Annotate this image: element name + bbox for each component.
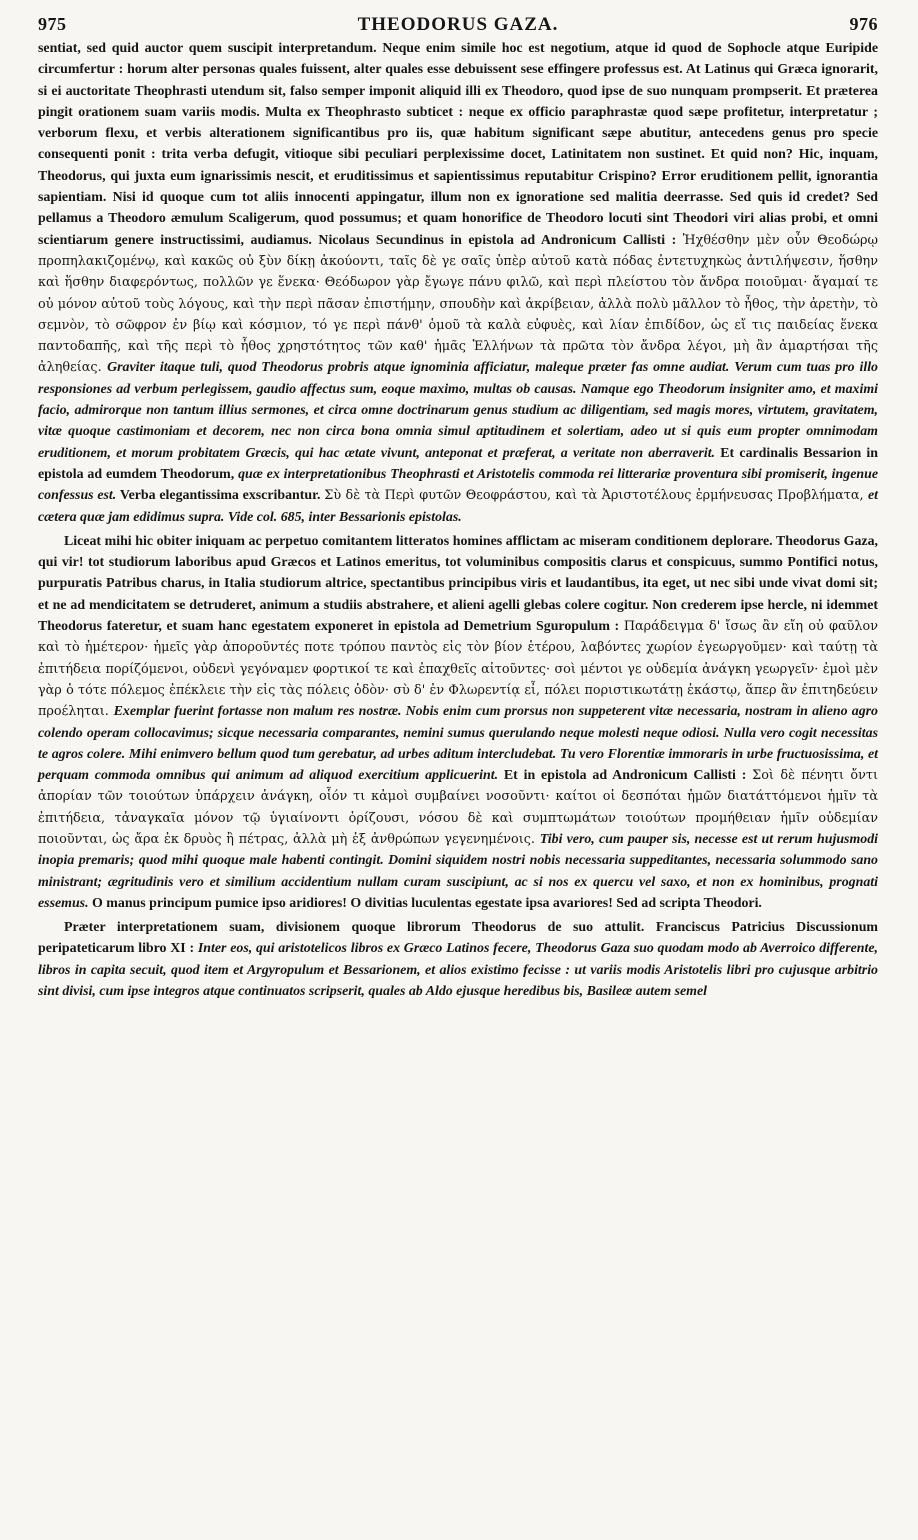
paragraph-divisio: [38, 917, 878, 1002]
running-title: THEODORUS GAZA.: [357, 14, 559, 35]
latin-text: Præter interpretationem suam, divisionem quoque librorum Theodorus de suo attulit. Franciscus Patricius Discussionum peripateticarum libro XI :: [38, 920, 878, 957]
greek-quotation: Σοὶ δὲ πένητι ὄντι ἀπορίαν τῶν τοιούτων ὑπάρχειν ἀνάγκη, οἷόν τι κἀμοὶ συμβαίνει νοσοῦντι· καίτοι οἱ δεσπόται ἡμῶν διατάττόμενοι ἡμῖν τὰ ἐπιτήδεια, τἀναγκαῖα μόνον τῷ ὑγιαίνοντι ὁρίζουσι, νόσου δὲ καὶ συμπτωμάτων τοιούτων προμήθειαν ἡμῖν οὐδεμίαν ποιοῦνται, ὡς ἄρα ἐκ δρυὸς ἢ πέτρας, ἀλλὰ μὴ ἐξ ἀνθρώπων γεγενημένοις.: [38, 768, 878, 847]
main-text: [38, 38, 878, 1002]
latin-quotation: Graviter itaque tuli, quod Theodorus probris atque ignominia afficiatur, maleque præter fas omne audiat. Verum cum tuas pro illo responsiones ad verbum perlegissem, gaudio affectus sum, eoque maximo, multas ob causas. Namque ego Theodorum insigniter amo, et maximi facio, admirorque non tantum illius sermones, et circa omne doctrinarum genus studium ac diligentiam, sed magis mores, virtutem, gravitatem, vitæ quoque castimoniam et decorem, nec non circa bona omnia simul aptitudinem et solertiam, adeo ut si quis eum propter omnimodam eruditionem, et morum probitatem Græcis, qui hac ætate vivunt, anteponat et præferat, a veritate non aberraverit.: [38, 360, 878, 461]
greek-quotation: Παράδειγμα δ' ἴσως ἂν εἴη οὐ φαῦλον καὶ τὸ ἡμέτερον· ἡμεῖς γὰρ ἀποροῦντές ποτε τρόπου παντὸς εἰς τὸν βίον ἑτέρου, λαβόντες χωρίον ἐγεωργοῦμεν· καὶ ταύτῃ τὰ ἐπιτήδεια πορίζόμενοι, οὐδενὶ γεγόναμεν φορτικοί τε καὶ ἐπαχθεῖς αἰτοῦντες· σοὶ μέντοι γε οὐδεμία ἀνάγκη γεωργεῖν· ἐμοὶ μὲν γὰρ ὁ τότε πόλεμος ἐπέκλειε τὴν εἰς τὰς πόλεις ὁδὸν· σὺ δ' ἐν Φλωρεντίᾳ εἶ, πόλει ποριστικωτάτῃ ἑκάστῳ, ἅπερ ἂν ἐπιτηδεύειν προέληται.: [38, 619, 878, 720]
paragraph-continuation: [38, 38, 878, 528]
column-number-right: 976: [849, 14, 878, 34]
greek-quotation: Σὺ δὲ τὰ Περὶ φυτῶν Θεοφράστου, καὶ τὰ Ἀριστοτέλους ἑρμήνευσας Προβλήματα,: [324, 488, 868, 504]
latin-text: Et cardinalis Bessarion in epistola ad eumdem Theodorum,: [38, 445, 878, 482]
paragraph-egestas: [38, 531, 878, 914]
latin-text: Et in epistola ad Andronicum Callisti :: [498, 768, 753, 784]
latin-quotation: et cætera quæ jam edidimus supra. Vide col. 685, inter Bessarionis epistolas.: [38, 488, 878, 525]
greek-quotation: Ἠχθέσθην μὲν οὖν Θεοδώρῳ προπηλακιζομένῳ, καὶ κακῶς οὐ ξὺν δίκῃ ἀκούοντι, ταῖς δὲ γε σαῖς ὑπὲρ αὐτοῦ κατὰ πόδας ἐντετυχηκὼς ἀντιλήψεσιν, ἥσθην καὶ ἥσθην διαφερόντως, πολλῶν γε ἕνεκα· Θεόδωρον γὰρ ἔγωγε πάνυ φιλῶ, καὶ περὶ πλείστου τὸν ἄνδρα ποιοῦμαι· ἄγαμαί τε οὐ μόνον αὐτοῦ τοὺς λόγους, καὶ τὴν περὶ πᾶσαν ἐπιστήμην, σπουδὴν καὶ ἀκρίβειαν, ἀλλὰ πολὺ μᾶλλον τὸ ἦθος, τὴν ἀρετὴν, τὸ σεμνὸν, τὸ σῶφρον ἐν βίῳ καὶ κόσμιον, τό γε περὶ πάνθ' ὁμοῦ τὰ καλὰ εὐφυὲς, καὶ λίαν ἐπιδίδον, ὡς εἴ τις παιδείας ἕνεκα παντοδαπῆς, καὶ τῆς περὶ τὸ ἦθος χρηστότητος τῶν καθ' ἡμᾶς Ἑλλήνων τὰ πρῶτα τὸν ἄνδρα λέγοι, μὴ ἂν ἁμαρτήσαι τῆς ἀληθείας.: [38, 232, 878, 376]
latin-text: Liceat mihi hic obiter iniquam ac perpetuo comitantem litteratos homines afflictam ac miseram conditionem deplorare. Theodorus Gaza, qui vir! tot studiorum laboribus apud Græcos et Latinos emeritus, tot voluminibus compositis clarus et conspicuus, summo Pontifici notus, purpuratis Patribus charus, in Italia studiorum altrice, spectantibus principibus viris et laudantibus, ita eget, ut nec sibi unde vivat domi sit; et ne ad mendicitatem se detruderet, animum a studiis abstrahere, et alieni agelli glebas colere cogitur. Non crederem ipse hercle, ni idemmet Theodorus fateretur, et suam hanc egestatem exponeret in epistola ad Demetrium Sguropulum :: [38, 533, 878, 635]
latin-quotation: Inter eos, qui aristotelicos libros ex Græco Latinos fecere, Theodorus Gaza suo quodam modo ab Averroico differente, libros in capita secuit, quod item et Argyropulum et Bessarionem, et alios existimo fecisse : ut variis modis Aristotelis libri pro cujusque arbitrio sint divisi, cum ipse integros atque continuatos scripserit, quales ab Aldo ejusque heredibus bis, Basileæ autem semel: [38, 941, 878, 1000]
latin-quotation: Tibi vero, cum pauper sis, necesse est ut rerum hujusmodi inopia premaris; quod mihi quoque male habenti contingit. Domini siquidem nostri nobis necessaria suppeditantes, necessaria solummodo sano ministrant; ægritudinis vero et similium accidentium nullam curam suscipiunt, ac si nos ex quercu vel saxo, et non ex hominibus, prognati essemus.: [38, 831, 878, 911]
latin-quotation: Exemplar fuerint fortasse non malum res nostræ. Nobis enim cum prorsus non suppeterent vitæ necessaria, nostram in alieno agro colendo operam collocavimus; sicque necessaria comparantes, nemini sumus querulando neque molesti neque odiosi. Nulla vero cogit necessitas te agros colere. Mihi enimvero bellum quod tum gerebatur, ad urbes aditum intercludebat. Tu vero Florentiæ immoraris in urbe fructuosissima, et perquam commoda omnibus qui animum ad aliquod exercitium applicuerint.: [38, 704, 878, 784]
latin-text: sentiat, sed quid auctor quem suscipit interpretandum. Neque enim simile hoc est negotium, atque id quod de Sophocle atque Euripide circumfertur : horum alter personas quales fuissent, alter quales esse debuissent sese effingere professus est. At Latinus qui Græca ignorarit, si ei auctoritate Theophrasti utendum sit, falso semper imponit aliquid illi ex Theodoro, quod ipse de suo nunquam prompserit. Et præterea pingit orationem suam variis modis. Multa ex Theophrasto subticet : neque ex officio paraphrastæ quod sæpe profitetur, interpretatur ; verborum flexu, et verbis alterationem significantibus pro iis, quæ habitum significant sæpe abutitur, antecedens genus pro specie consequenti ponit : trita verba defugit, vitioque sibi peculiari perplexissime docet, Latinitatem non sustinet. Et quid non? Hic, inquam, Theodorus, qui juxta eum ignarissimis nescit, et eruditissimus et sapientissimus reputabitur Crispino? Error eruditionem pellit, ignorantia sapientiam. Nisi id quoque cum tot aliis innocenti appingatur, illum non ex ignoratione sed malitia deerrasse. Sed quis id credet? Sed pellamus a Theodoro æmulum Scaligerum, quod possumus; et quam honorifice de Theodoro locuti sint Theodori viri alias probi, et omni scientiarum genere instructissimi, audiamus. Nicolaus Secundinus in epistola ad Andronicum Callisti :: [38, 41, 878, 248]
latin-text: Verba elegantissima exscribantur.: [116, 488, 325, 504]
latin-text: O manus principum pumice ipso aridiores! O divitias luculentas egestate ipsa avariores! Sed ad scripta Theodori.: [88, 895, 762, 911]
latin-quotation: quæ ex interpretationibus Theophrasti et Aristotelis commoda rei litterariæ proventura sibi promiserit, ingenue confessus est.: [38, 466, 878, 504]
running-header: [38, 14, 878, 38]
column-number-left: 975: [38, 14, 67, 34]
